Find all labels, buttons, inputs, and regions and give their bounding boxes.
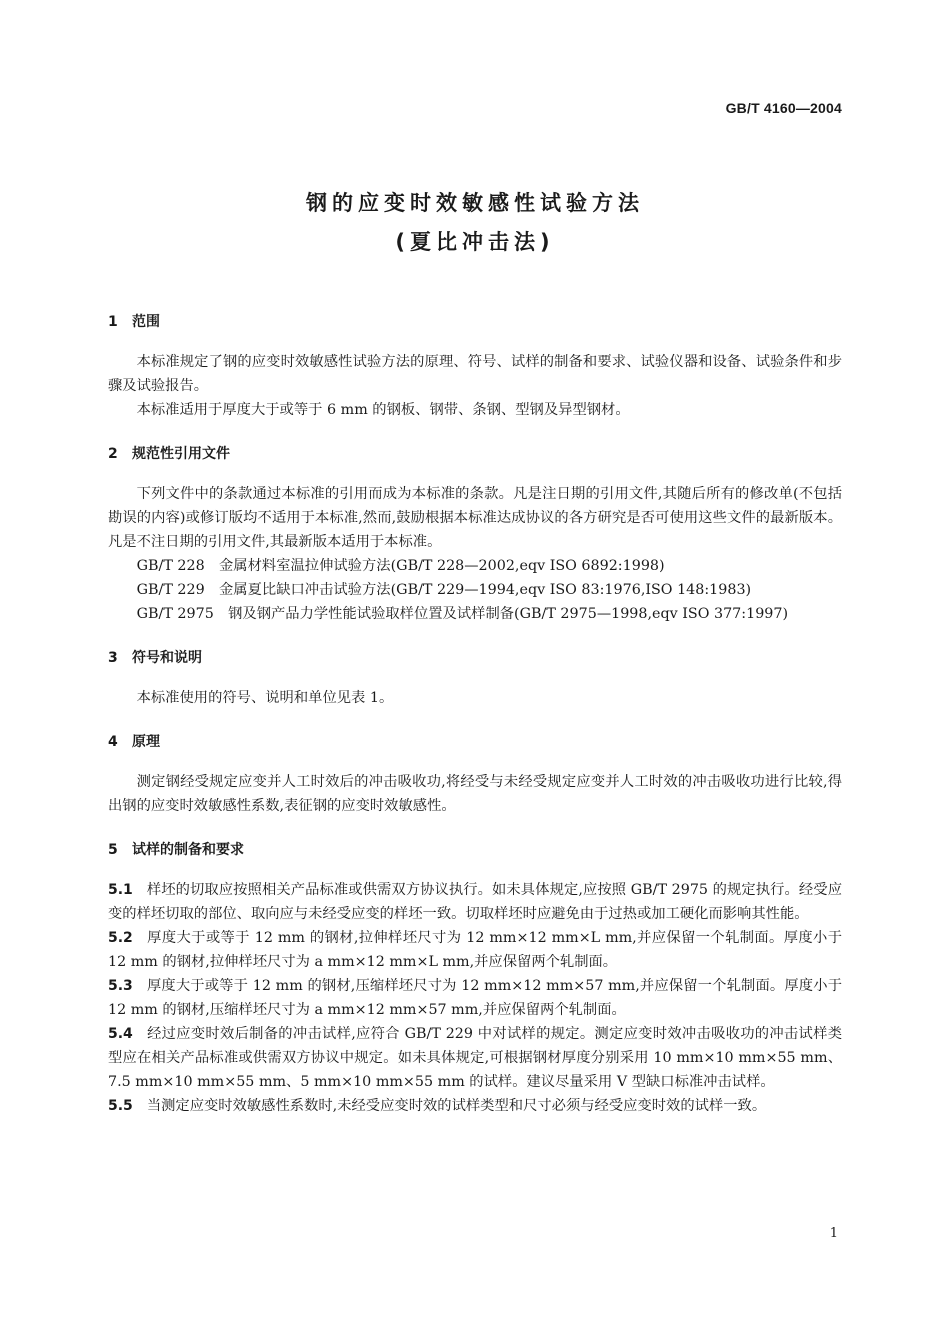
section-title: 规范性引用文件 — [132, 446, 230, 462]
section-title: 范围 — [132, 314, 160, 330]
clause-text: 厚度大于或等于 12 mm 的钢材,拉伸样坯尺寸为 12 mm×12 mm×L mm,并应保留一个轧制面。厚度小于 12 mm 的钢材,拉伸样坯尺寸为 a mm×12 mm×L mm,并应保留两个轧制面。 — [108, 930, 842, 970]
paragraph: 本标准规定了钢的应变时效敏感性试验方法的原理、符号、试样的制备和要求、试验仪器和设备、试验条件和步骤及试验报告。 — [108, 354, 842, 394]
section-number: 2 — [108, 446, 118, 462]
section-heading-specimen-preparation — [108, 838, 842, 862]
section-heading-principle — [108, 730, 842, 754]
clause-5-2 — [108, 926, 842, 974]
document-subtitle: (夏比冲击法) — [395, 230, 555, 254]
clause-number: 5.4 — [108, 1026, 133, 1042]
section-number: 4 — [108, 734, 118, 750]
section-number: 3 — [108, 650, 118, 666]
paragraph: 本标准适用于厚度大于或等于 6 mm 的钢板、钢带、条钢、型钢及异型钢材。 — [136, 402, 630, 418]
clause-text: 当测定应变时效敏感性系数时,未经受应变时效的试样类型和尺寸必须与经受应变时效的试样一致。 — [146, 1098, 767, 1114]
section-title: 符号和说明 — [132, 650, 202, 666]
section-title: 试样的制备和要求 — [132, 842, 244, 858]
clause-text: 厚度大于或等于 12 mm 的钢材,压缩样坯尺寸为 12 mm×12 mm×57 mm,并应保留一个轧制面。厚度小于 12 mm 的钢材,压缩样坯尺寸为 a mm×12 mm×57 mm,并应保留两个轧制面。 — [108, 978, 842, 1018]
paragraph: 下列文件中的条款通过本标准的引用而成为本标准的条款。凡是注日期的引用文件,其随后所有的修改单(不包括勘误的内容)或修订版均不适用于本标准,然而,鼓励根据本标准达成协议的各方研究是否可使用这些文件的最新版本。凡是不注日期的引用文件,其最新版本适用于本标准。 — [108, 486, 842, 550]
clause-5-5 — [108, 1094, 842, 1118]
clause-5-3 — [108, 974, 842, 1022]
section-heading-normative-references — [108, 442, 842, 466]
page-number: 1 — [829, 1226, 838, 1241]
clause-text: 经过应变时效后制备的冲击试样,应符合 GB/T 229 中对试样的规定。测定应变时效冲击吸收功的冲击试样类型应在相关产品标准或供需双方协议中规定。如未具体规定,可根据钢材厚度分别采用 10 mm×10 mm×55 mm、7.5 mm×10 mm×55 mm、5 mm×10 mm×55 mm 的试样。建议尽量采用 V 型缺口标准冲击试样。 — [108, 1026, 842, 1090]
reference-item: GB/T 2975 钢及钢产品力学性能试验取样位置及试样制备(GB/T 2975—1998,eqv ISO 377:1997) — [136, 606, 789, 622]
paragraph: 测定钢经受规定应变并人工时效后的冲击吸收功,将经受与未经受规定应变并人工时效的冲击吸收功进行比较,得出钢的应变时效敏感性系数,表征钢的应变时效敏感性。 — [108, 774, 842, 814]
section-heading-scope — [108, 310, 842, 334]
section-number: 5 — [108, 842, 118, 858]
clause-5-1 — [108, 878, 842, 926]
document-title: 钢的应变时效敏感性试验方法 — [306, 191, 644, 215]
clause-number: 5.1 — [108, 882, 133, 898]
document-body — [108, 310, 842, 1118]
clause-number: 5.3 — [108, 978, 133, 994]
clause-5-4 — [108, 1022, 842, 1094]
section-heading-symbols — [108, 646, 842, 670]
reference-item: GB/T 229 金属夏比缺口冲击试验方法(GB/T 229—1994,eqv ISO 83:1976,ISO 148:1983) — [136, 582, 752, 598]
reference-item: GB/T 228 金属材料室温拉伸试验方法(GB/T 228—2002,eqv ISO 6892:1998) — [136, 558, 665, 574]
section-number: 1 — [108, 314, 118, 330]
paragraph: 本标准使用的符号、说明和单位见表 1。 — [136, 690, 394, 706]
standard-code: GB/T 4160—2004 — [725, 100, 842, 116]
clause-number: 5.2 — [108, 930, 133, 946]
section-title: 原理 — [132, 734, 160, 750]
clause-number: 5.5 — [108, 1098, 133, 1114]
clause-text: 样坯的切取应按照相关产品标准或供需双方协议执行。如未具体规定,应按照 GB/T 2975 的规定执行。经受应变的样坯切取的部位、取向应与未经受应变的样坯一致。切取样坯时应避免由于过热或加工硬化而影响其性能。 — [108, 882, 842, 922]
